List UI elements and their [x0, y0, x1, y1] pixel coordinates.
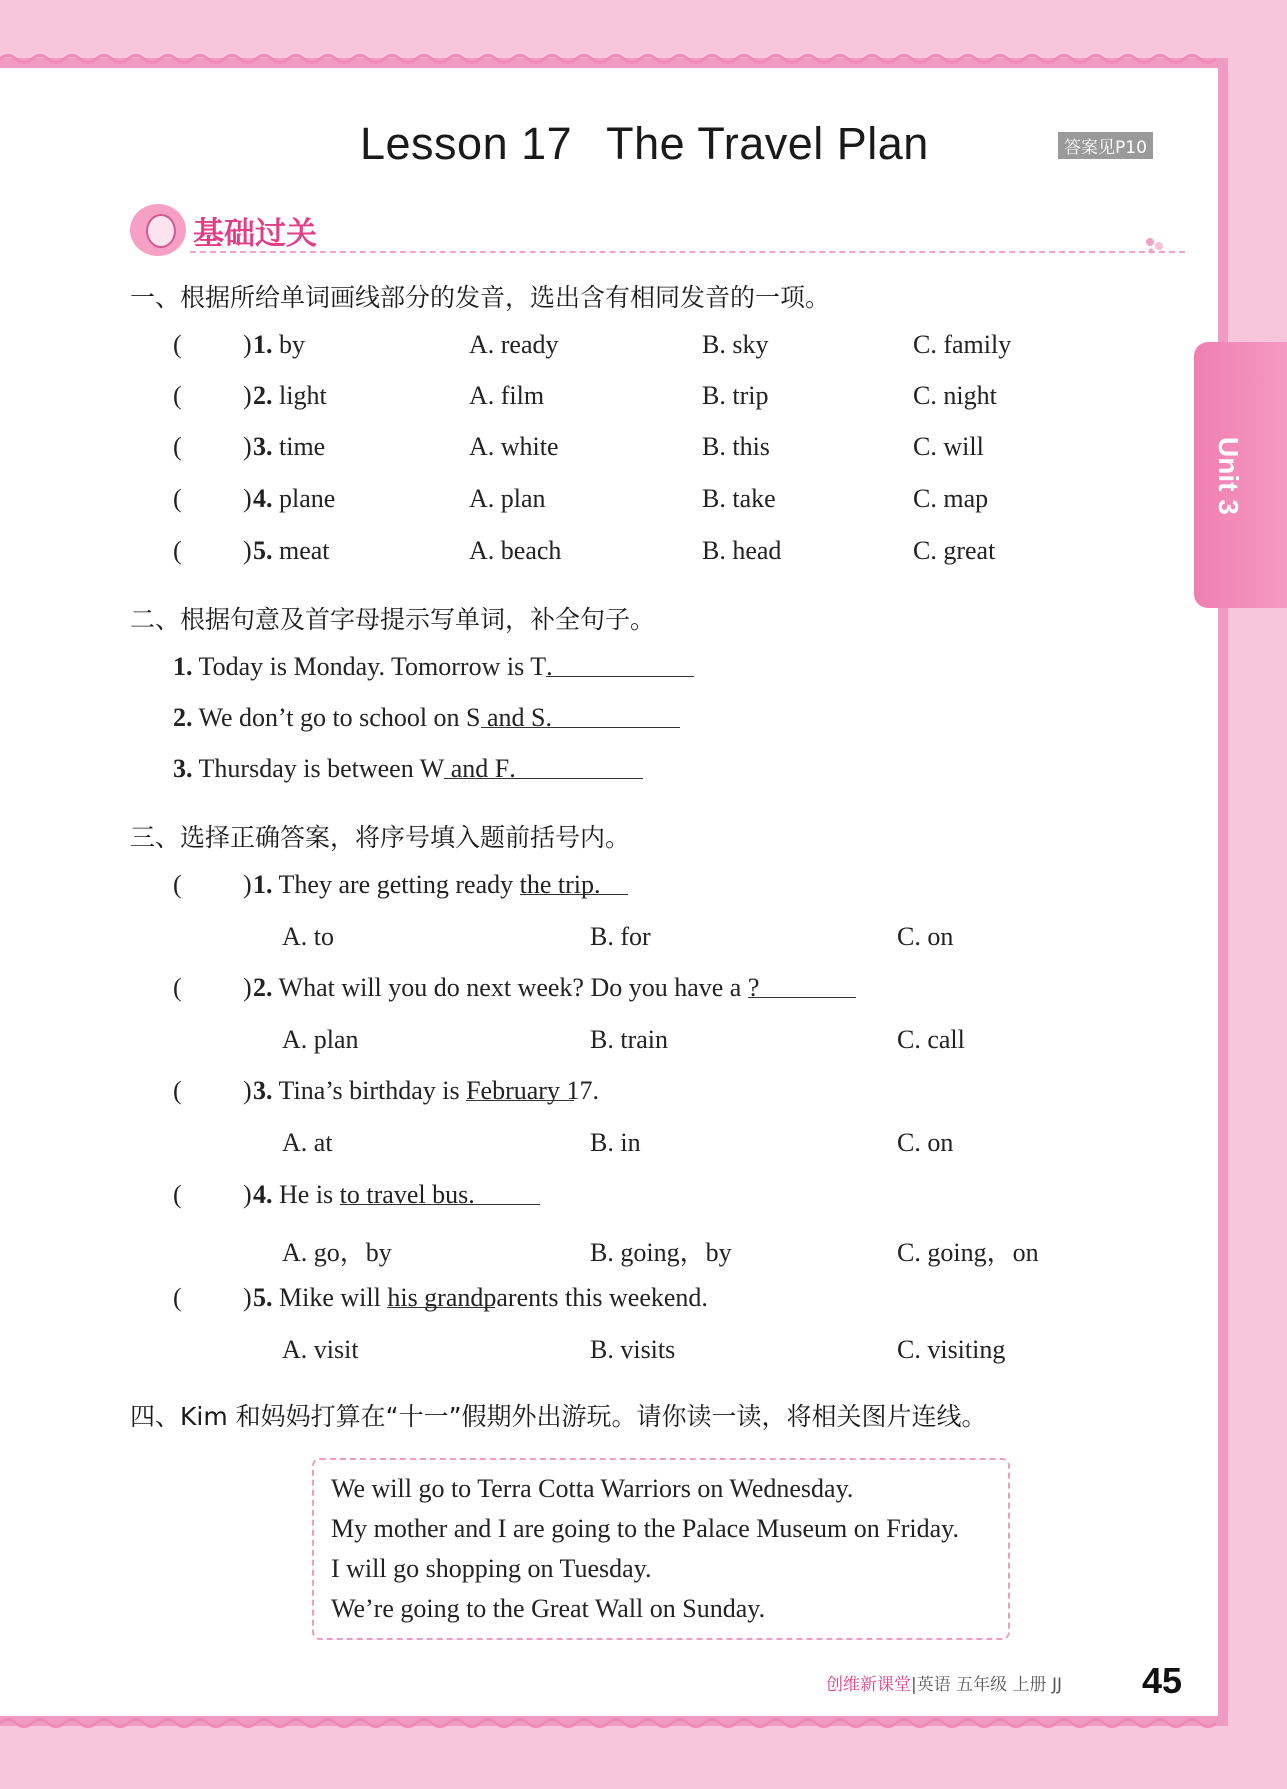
- page-number: 45: [1142, 1660, 1183, 1701]
- question-text: Tina’s birthday is: [278, 1076, 460, 1105]
- sentence-text: Today is Monday. Tomorrow is T: [198, 652, 547, 681]
- item-number: 5.: [253, 536, 273, 565]
- answer-bracket-open[interactable]: (: [173, 973, 182, 1002]
- sentence-number: 3.: [173, 754, 193, 783]
- question-text-end: his grandparents this weekend.: [387, 1283, 708, 1312]
- question-text-end: bus.: [432, 1180, 475, 1209]
- reading-line: I will go shopping on Tuesday.: [331, 1554, 652, 1583]
- item-number: 4.: [253, 484, 273, 513]
- answer-bracket-close: ): [243, 484, 252, 513]
- question-number: 1.: [253, 870, 273, 899]
- sentence-text: We don’t go to school on S: [198, 703, 481, 732]
- question-text-mid: to travel: [339, 1180, 426, 1209]
- fill-blank[interactable]: [466, 1076, 574, 1101]
- item-number: 2.: [253, 381, 273, 410]
- cartoon-badge-icon: [130, 204, 186, 256]
- question-number: 2.: [253, 973, 273, 1002]
- option-b: B. trip: [702, 381, 769, 410]
- option-b: B. head: [702, 536, 782, 565]
- option-b: B. sky: [702, 330, 769, 359]
- choice-a: A. go，by: [282, 1238, 392, 1267]
- item-word: light: [279, 381, 327, 410]
- answer-bracket-close: ): [243, 1180, 252, 1209]
- sentence-end: .: [545, 703, 553, 732]
- fill-blank[interactable]: [387, 1283, 495, 1308]
- option-a: A. white: [469, 432, 559, 461]
- item-word: time: [279, 432, 326, 461]
- footer: [826, 1670, 1062, 1695]
- footer-brand: 创维新课堂: [826, 1675, 911, 1695]
- option-c: C. great: [913, 536, 996, 565]
- answer-bracket-close: ): [243, 536, 252, 565]
- choice-a: A. visit: [282, 1335, 359, 1364]
- fill-blank[interactable]: [748, 973, 856, 998]
- unit-tab-label: Unit 3: [1213, 437, 1244, 515]
- sentence-text: Thursday is between W: [198, 754, 445, 783]
- wavy-border-bottom: [0, 1716, 1228, 1730]
- question-text: Mike will: [279, 1283, 381, 1312]
- option-b: B. this: [702, 432, 770, 461]
- answer-reference-badge: 答案见P10: [1058, 132, 1153, 159]
- footer-info: 英语 五年级 上册 JJ: [916, 1675, 1062, 1695]
- sentence-number: 2.: [173, 703, 193, 732]
- choice-c: C. call: [897, 1025, 965, 1054]
- choice-b: B. visits: [590, 1335, 676, 1364]
- section-divider: [190, 251, 1185, 253]
- choice-c: C. visiting: [897, 1335, 1006, 1364]
- choice-a: A. to: [282, 922, 334, 951]
- fill-blank[interactable]: [546, 652, 694, 677]
- option-a: A. beach: [469, 536, 562, 565]
- fill-blank[interactable]: [546, 703, 680, 728]
- question-number: 4.: [253, 1180, 273, 1209]
- choice-b: B. going，by: [590, 1238, 732, 1267]
- choice-c: C. going，on: [897, 1238, 1039, 1267]
- part2-heading: 二、根据句意及首字母提示写单词，补全句子。: [130, 605, 656, 634]
- answer-bracket-open[interactable]: (: [173, 1180, 182, 1209]
- lesson-number: Lesson 17: [360, 118, 573, 169]
- choice-c: C. on: [897, 922, 954, 951]
- page-title: [360, 118, 929, 170]
- answer-bracket-close: ): [243, 973, 252, 1002]
- option-b: B. take: [702, 484, 776, 513]
- section-label: 基础过关: [193, 216, 317, 252]
- decor-dots-icon: [1145, 236, 1165, 256]
- option-c: C. will: [913, 432, 984, 461]
- part1-heading: 一、根据所给单词画线部分的发音，选出含有相同发音的一项。: [130, 283, 831, 312]
- option-a: A. film: [469, 381, 545, 410]
- fill-blank[interactable]: [509, 754, 643, 779]
- reading-line: We will go to Terra Cotta Warriors on Wednesday.: [331, 1474, 854, 1503]
- answer-bracket-open[interactable]: (: [173, 381, 182, 410]
- question-text-end: ?: [747, 973, 760, 1002]
- item-number: 3.: [253, 432, 273, 461]
- answer-bracket-open[interactable]: (: [173, 1076, 182, 1105]
- question-text: He is: [279, 1180, 334, 1209]
- option-c: C. night: [913, 381, 997, 410]
- answer-bracket-close: ): [243, 381, 252, 410]
- choice-b: B. in: [590, 1128, 641, 1157]
- answer-bracket-close: ): [243, 330, 252, 359]
- lesson-name: The Travel Plan: [606, 118, 929, 169]
- item-word: meat: [279, 536, 330, 565]
- option-c: C. family: [913, 330, 1012, 359]
- part3-heading: 三、选择正确答案，将序号填入题前括号内。: [130, 823, 631, 852]
- choice-c: C. on: [897, 1128, 954, 1157]
- unit-tab: [1194, 342, 1287, 608]
- item-number: 1.: [253, 330, 273, 359]
- choice-a: A. plan: [282, 1025, 359, 1054]
- answer-bracket-close: ): [243, 1283, 252, 1312]
- wavy-border-top: [0, 52, 1228, 66]
- question-number: 5.: [253, 1283, 273, 1312]
- question-text-end: February 17.: [466, 1076, 599, 1105]
- section-header: [130, 204, 1175, 256]
- answer-bracket-close: ): [243, 1076, 252, 1105]
- answer-bracket-open[interactable]: (: [173, 870, 182, 899]
- sentence-end: .: [509, 754, 516, 783]
- option-a: A. ready: [469, 330, 559, 359]
- answer-bracket-close: ): [243, 432, 252, 461]
- reading-line: We’re going to the Great Wall on Sunday.: [331, 1594, 766, 1623]
- question-text: What will you do next week? Do you have a: [278, 973, 742, 1002]
- sentence-mid: and S: [487, 703, 546, 732]
- reading-line: My mother and I are going to the Palace Museum on Friday.: [331, 1514, 959, 1543]
- choice-a: A. at: [282, 1128, 333, 1157]
- sentence-mid: and F: [450, 754, 510, 783]
- answer-bracket-open[interactable]: (: [173, 330, 182, 359]
- choice-b: B. for: [590, 922, 651, 951]
- answer-bracket-open[interactable]: (: [173, 484, 182, 513]
- question-number: 3.: [253, 1076, 273, 1105]
- answer-bracket-close: ): [243, 870, 252, 899]
- option-a: A. plan: [469, 484, 546, 513]
- footer-separator: |: [911, 1675, 917, 1695]
- question-text: They are getting ready: [278, 870, 514, 899]
- item-word: by: [279, 330, 305, 359]
- sentence-end: .: [546, 652, 553, 681]
- fill-blank[interactable]: [432, 1180, 540, 1205]
- choice-b: B. train: [590, 1025, 668, 1054]
- answer-bracket-open[interactable]: (: [173, 536, 182, 565]
- answer-bracket-open[interactable]: (: [173, 432, 182, 461]
- part4-heading: 四、Kim 和妈妈打算在“十一”假期外出游玩。请你读一读，将相关图片连线。: [130, 1402, 987, 1431]
- question-text-end: the trip.: [519, 870, 601, 899]
- sentence-number: 1.: [173, 652, 193, 681]
- item-word: plane: [279, 484, 336, 513]
- answer-bracket-open[interactable]: (: [173, 1283, 182, 1312]
- reading-box: [312, 1458, 1010, 1640]
- fill-blank[interactable]: [520, 870, 628, 895]
- option-c: C. map: [913, 484, 989, 513]
